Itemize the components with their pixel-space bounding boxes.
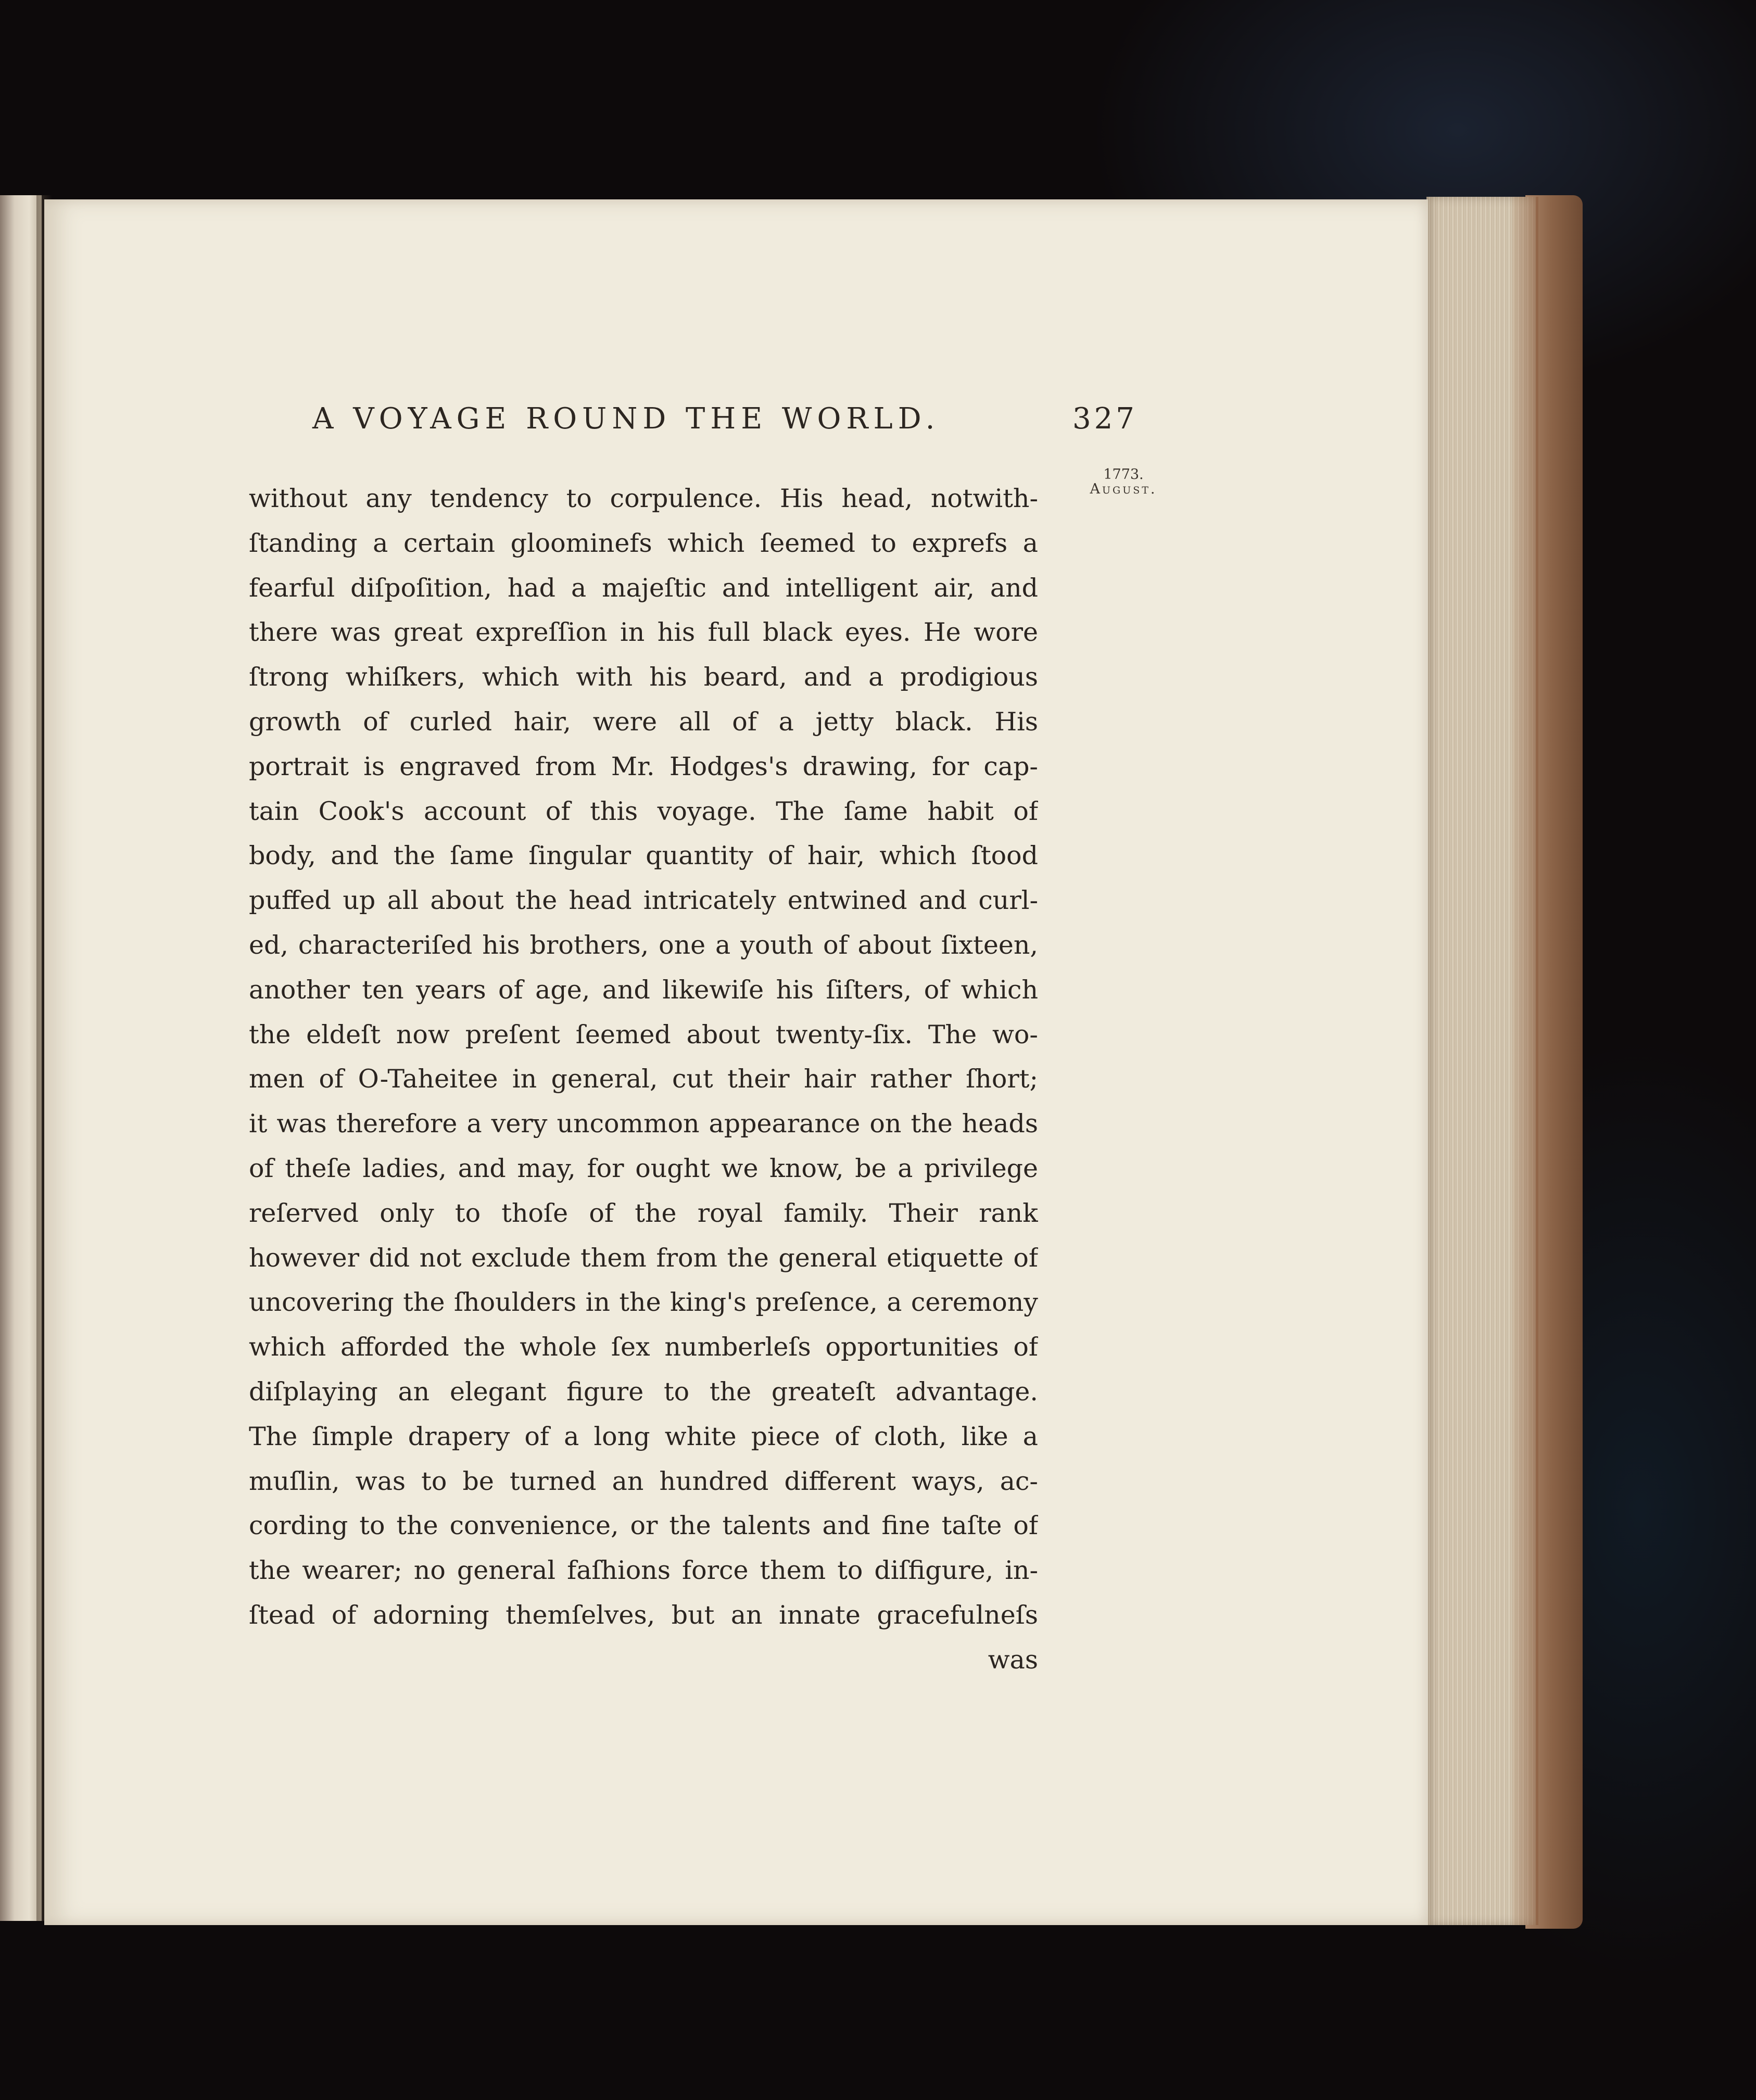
- text-line: uncovering the ſhoulders in the king's preſence, a ceremony: [249, 1287, 1038, 1318]
- margin-note-month: August.: [1090, 481, 1157, 498]
- text-line: puffed up all about the head intricately entwined and curl-: [249, 885, 1038, 916]
- text-line: ſtead of adorning themſelves, but an innate gracefulneſs: [249, 1600, 1038, 1630]
- text-line: there was great expreſſion in his full black eyes. He wore: [249, 617, 1038, 648]
- text-line: fearful diſpoſition, had a majeſtic and intelligent air, and: [249, 573, 1038, 603]
- text-line: portrait is engraved from Mr. Hodges's drawing, for cap-: [249, 751, 1038, 781]
- text-line: cording to the convenience, or the talents and fine taſte of: [249, 1511, 1038, 1541]
- text-line: growth of curled hair, were all of a jetty black. His: [249, 706, 1038, 737]
- text-line: another ten years of age, and likewiſe his ſiſters, of which: [249, 975, 1038, 1005]
- catchword: was: [988, 1644, 1038, 1675]
- text-line: the wearer; no general faſhions force them to diſfigure, in-: [249, 1555, 1038, 1586]
- text-line: muſlin, was to be turned an hundred different ways, ac-: [249, 1466, 1038, 1496]
- text-line: ſtanding a certain gloominefs which ſeemed to exprefs a: [249, 528, 1038, 558]
- text-line: men of O-Taheitee in general, cut their hair rather ſhort;: [249, 1064, 1038, 1094]
- text-line: The ſimple drapery of a long white piece of cloth, like a: [249, 1421, 1038, 1451]
- text-line: body, and the ſame ſingular quantity of hair, which ſtood: [249, 841, 1038, 871]
- text-line: of theſe ladies, and may, for ought we know, be a privilege: [249, 1153, 1038, 1183]
- text-line: without any tendency to corpulence. His head, notwith-: [249, 484, 1038, 513]
- previous-page-edge: [0, 195, 42, 1921]
- text-line: the eldeſt now preſent ſeemed about twenty-ſix. The wo-: [249, 1019, 1038, 1049]
- text-line: reſerved only to thoſe of the royal family. Their rank: [249, 1198, 1038, 1228]
- text-line: ſtrong whiſkers, which with his beard, and a prodigious: [249, 662, 1038, 692]
- body-text: [249, 476, 1038, 1682]
- page-block-shading: [1512, 197, 1538, 1925]
- text-line: diſplaying an elegant figure to the greateſt advantage.: [249, 1376, 1038, 1407]
- running-head: A VOYAGE ROUND THE WORLD.: [312, 402, 940, 436]
- page-number: 327: [1072, 402, 1138, 436]
- margin-note-year: 1773.: [1103, 466, 1144, 483]
- text-line: however did not exclude them from the general etiquette of: [249, 1243, 1038, 1273]
- margin-note: [1071, 467, 1176, 497]
- text-line: tain Cook's account of this voyage. The ſame habit of: [249, 796, 1038, 826]
- text-line: it was therefore a very uncommon appearance on the heads: [249, 1109, 1038, 1139]
- text-line: which afforded the whole ſex numberleſs opportunities of: [249, 1332, 1038, 1362]
- text-line: ed, characteriſed his brothers, one a youth of about ſixteen,: [249, 930, 1038, 960]
